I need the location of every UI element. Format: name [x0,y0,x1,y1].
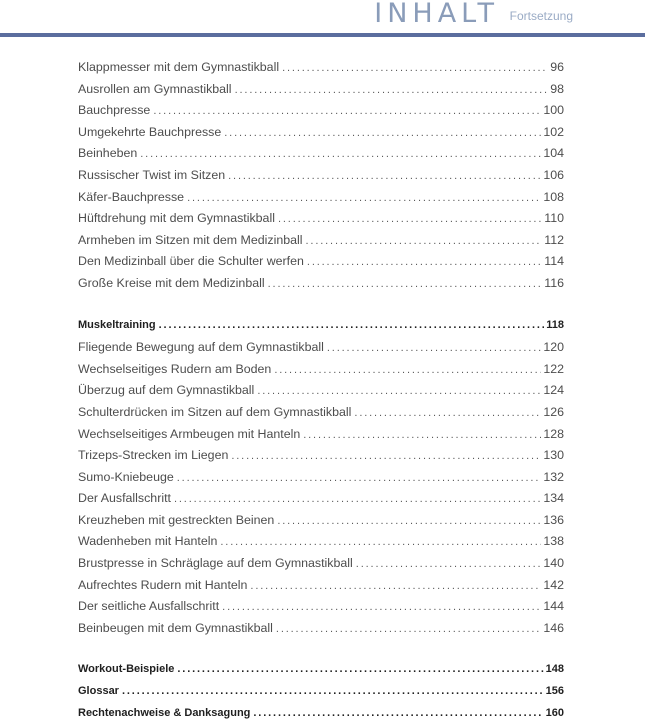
toc-entry[interactable] [78,103,564,125]
toc-page-number: 140 [543,556,564,571]
section-gap [78,298,564,319]
dot-leader [307,256,542,268]
dot-leader [306,235,543,247]
toc-page-number: 120 [543,340,564,355]
toc-entry-label: Brustpresse in Schräglage auf dem Gymnastikball [78,556,353,571]
toc-entry-label: Käfer-Bauchpresse [78,189,185,204]
toc-page-number: 108 [543,189,564,204]
toc-page-number: 148 [545,663,564,676]
toc-entry-label: Trizeps-Strecken im Liegen [78,448,229,463]
toc-page-number: 110 [544,211,564,226]
toc-entry[interactable] [78,599,564,621]
toc-group-muskel [78,340,564,642]
toc-entry-label: Ausrollen am Gymnastikball [78,81,232,96]
toc-entry[interactable] [78,82,564,104]
dot-leader [268,278,543,290]
dot-leader [354,407,541,419]
toc-entry[interactable] [78,470,564,492]
toc-entry[interactable] [78,125,564,147]
toc-entry[interactable] [78,513,564,535]
toc-entry-label: Große Kreise mit dem Medizinball [78,275,265,290]
toc-entry-label: Hüftdrehung mit dem Gymnastikball [78,211,275,226]
toc-page-number: 112 [544,232,564,247]
dot-leader [253,707,543,719]
toc-page-number: 132 [543,469,564,484]
toc-entry[interactable] [78,276,564,298]
toc-page-number: 104 [543,146,564,161]
toc-entry-label: Wechselseitiges Armbeugen mit Hanteln [78,426,301,441]
dot-leader [174,493,541,505]
toc-page-number: 126 [543,404,564,419]
dot-leader [153,105,541,117]
toc-entry[interactable] [78,491,564,513]
toc-entry-label: Wadenheben mit Hanteln [78,534,218,549]
toc-entry-label: Aufrechtes Rudern mit Hanteln [78,577,248,592]
toc-entry[interactable] [78,362,564,384]
toc-entry-label: Beinheben [78,146,138,161]
toc-group-core [78,60,564,298]
toc-page-number: 138 [543,534,564,549]
toc-section-workout[interactable] [78,663,564,685]
dot-leader [250,580,541,592]
toc-entry-label: Kreuzheben mit gestreckten Beinen [78,512,275,527]
dot-leader [224,127,541,139]
dot-leader [159,319,545,331]
section-gap [78,642,564,663]
dot-leader [277,515,541,527]
dot-leader [220,536,541,548]
toc-page-number: 124 [543,383,564,398]
toc-page-number: 136 [543,512,564,527]
toc-page-number: 98 [550,81,564,96]
toc-page-number: 122 [543,361,564,376]
dot-leader [228,170,541,182]
toc-page-number: 134 [543,491,564,506]
toc-page-number: 160 [545,706,564,719]
toc-entry[interactable] [78,621,564,643]
toc-entry[interactable] [78,146,564,168]
toc-entry[interactable] [78,534,564,556]
toc-entry[interactable] [78,254,564,276]
toc-entry-label: Russischer Twist im Sitzen [78,167,226,182]
toc-section-glossar[interactable] [78,685,564,707]
table-of-contents [78,60,564,728]
dot-leader [231,450,541,462]
toc-entry-label: Beinbeugen mit dem Gymnastikball [78,620,273,635]
toc-page-number: 102 [543,124,564,139]
dot-leader [187,192,541,204]
toc-section-muskeltraining[interactable] [78,319,564,341]
toc-section-label: Glossar [78,685,119,698]
toc-entry-label: Wechselseitiges Rudern am Boden [78,361,272,376]
toc-page-number: 128 [543,426,564,441]
toc-page-number: 100 [543,103,564,118]
toc-entry-label: Überzug auf dem Gymnastikball [78,383,255,398]
dot-leader [276,623,541,635]
toc-entry-label: Den Medizinball über die Schulter werfen [78,254,304,269]
dot-leader [222,601,541,613]
toc-page-number: 106 [543,167,564,182]
toc-entry-label: Umgekehrte Bauchpresse [78,124,222,139]
toc-entry-label: Fliegende Bewegung auf dem Gymnastikball [78,340,324,355]
dot-leader [303,429,541,441]
toc-entry-label: Der Ausfallschritt [78,491,171,506]
toc-entry[interactable] [78,383,564,405]
toc-entry[interactable] [78,190,564,212]
toc-entry-label: Sumo-Kniebeuge [78,469,174,484]
toc-entry-label: Klappmesser mit dem Gymnastikball [78,60,280,74]
toc-entry[interactable] [78,578,564,600]
toc-section-label: Rechtenachweise & Danksagung [78,706,251,719]
dot-leader [327,342,541,354]
toc-page-number: 130 [543,448,564,463]
toc-entry[interactable] [78,60,564,82]
toc-section-rechtenachweise[interactable] [78,707,564,728]
toc-page-number: 116 [544,275,564,290]
toc-entry[interactable] [78,211,564,233]
toc-entry[interactable] [78,340,564,362]
dot-leader [278,213,542,225]
toc-page-number: 156 [545,685,564,698]
toc-entry[interactable] [78,405,564,427]
toc-entry-label: Schulterdrücken im Sitzen auf dem Gymnastikball [78,404,352,419]
toc-entry[interactable] [78,168,564,190]
header-divider [0,33,645,37]
dot-leader [122,685,544,697]
toc-entry[interactable] [78,233,564,255]
toc-entry-label: Armheben im Sitzen mit dem Medizinball [78,232,303,247]
page-subtitle: Fortsetzung [509,9,573,23]
toc-page-number: 146 [543,620,564,635]
toc-entry-label: Bauchpresse [78,103,151,118]
page-header [0,0,645,36]
toc-entry[interactable] [78,448,564,470]
toc-section-label: Muskeltraining [78,318,156,331]
dot-leader [282,62,548,74]
toc-entry-label: Der seitliche Ausfallschritt [78,599,220,614]
dot-leader [177,663,543,675]
toc-page-number: 142 [543,577,564,592]
dot-leader [257,385,541,397]
toc-page-number: 114 [544,254,564,269]
page-title: INHALT [374,0,499,29]
dot-leader [140,148,541,160]
toc-entry[interactable] [78,427,564,449]
toc-section-label: Workout-Beispiele [78,663,175,676]
toc-entry[interactable] [78,556,564,578]
dot-leader [177,472,542,484]
toc-page-number: 144 [543,599,564,614]
dot-leader [235,84,549,96]
dot-leader [274,364,541,376]
toc-page-number: 118 [546,318,564,331]
dot-leader [356,558,542,570]
toc-page-number: 96 [550,60,564,74]
